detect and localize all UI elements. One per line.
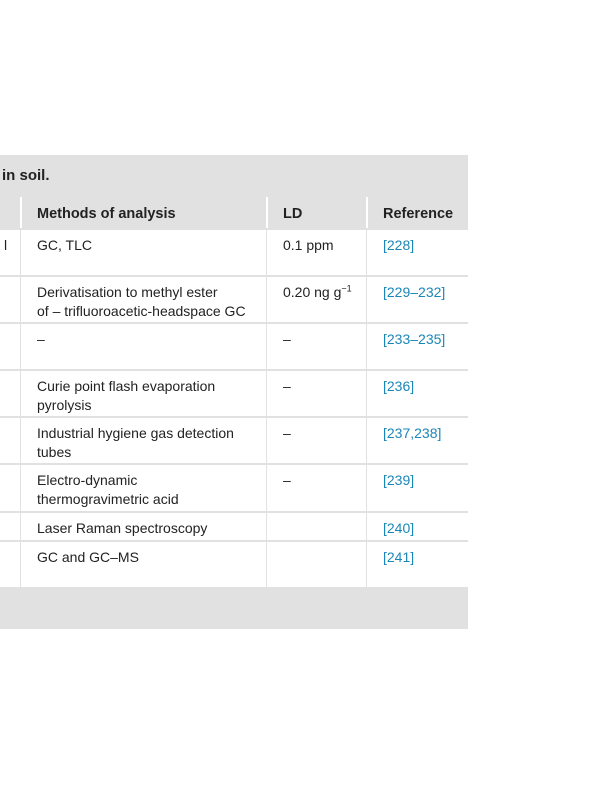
column-divider	[266, 230, 267, 275]
column-divider	[20, 513, 21, 540]
header-methods: Methods of analysis	[37, 206, 176, 222]
column-divider	[20, 371, 21, 416]
reference-link[interactable]: [236]	[383, 378, 415, 394]
methods-line: –	[37, 331, 45, 347]
column-divider	[266, 277, 267, 322]
table-row	[0, 324, 468, 369]
cell-truncated	[0, 418, 21, 463]
table-row	[0, 465, 468, 511]
cell-reference	[367, 277, 468, 322]
cell-ld	[267, 371, 367, 416]
cell-reference	[367, 542, 468, 587]
methods-line: Derivatisation to methyl ester	[37, 284, 218, 300]
cell-ld	[267, 418, 367, 463]
column-divider	[366, 465, 367, 511]
cell-reference	[367, 230, 468, 275]
cell-methods	[21, 465, 267, 511]
column-divider	[266, 465, 267, 511]
cell-methods	[21, 230, 267, 275]
ld-value: –	[283, 331, 291, 347]
methods-line: Curie point flash evaporation	[37, 378, 216, 394]
cell-ld	[267, 542, 367, 587]
column-divider	[20, 277, 21, 322]
cell-methods	[21, 542, 267, 587]
column-divider	[366, 418, 367, 463]
cell-truncated	[0, 277, 21, 322]
methods-line: of – trifluoroacetic-headspace GC	[37, 303, 246, 319]
column-divider	[366, 371, 367, 416]
column-divider	[366, 324, 367, 369]
table-row	[0, 230, 468, 275]
methods-line: Electro-dynamic	[37, 472, 138, 488]
methods-line: pyrolysis	[37, 397, 92, 413]
cell-reference	[367, 513, 468, 540]
ld-superscript: −1	[341, 283, 352, 294]
reference-link[interactable]: [228]	[383, 237, 415, 253]
methods-line: GC, TLC	[37, 237, 92, 253]
table-row	[0, 418, 468, 463]
header-cell-truncated	[0, 197, 21, 228]
table-caption: in soil.	[2, 166, 50, 184]
column-divider	[266, 371, 267, 416]
cell-ld	[267, 277, 367, 322]
reference-link[interactable]: [233–235]	[383, 331, 446, 347]
reference-link[interactable]: [229–232]	[383, 284, 446, 300]
methods-line: tubes	[37, 444, 72, 460]
column-divider	[20, 465, 21, 511]
ld-value: –	[283, 378, 291, 394]
cell-reference	[367, 418, 468, 463]
table-footer	[0, 589, 468, 629]
column-divider	[20, 418, 21, 463]
column-divider	[266, 324, 267, 369]
column-divider	[266, 513, 267, 540]
header-ld: LD	[283, 206, 303, 222]
column-divider	[366, 513, 367, 540]
cell-reference	[367, 371, 468, 416]
cell-ld	[267, 513, 367, 540]
ld-value: 0.1 ppm	[283, 237, 334, 253]
table-row	[0, 513, 468, 540]
cell-methods	[21, 418, 267, 463]
cell-truncated	[0, 542, 21, 587]
reference-link[interactable]: [240]	[383, 520, 415, 536]
column-divider	[20, 542, 21, 587]
cell-truncated: l	[4, 237, 8, 253]
analysis-table	[0, 155, 468, 629]
methods-line: GC and GC–MS	[37, 549, 139, 565]
cell-truncated	[0, 324, 21, 369]
cell-ld	[267, 324, 367, 369]
cell-methods	[21, 371, 267, 416]
table-row	[0, 371, 468, 416]
reference-link[interactable]: [239]	[383, 472, 415, 488]
cell-truncated	[0, 465, 21, 511]
column-divider	[266, 418, 267, 463]
reference-link[interactable]: [237,238]	[383, 425, 442, 441]
column-divider	[266, 542, 267, 587]
header-reference: Reference	[383, 206, 454, 222]
column-divider	[366, 542, 367, 587]
methods-line: thermogravimetric acid	[37, 491, 179, 507]
cell-truncated	[0, 371, 21, 416]
cell-ld	[267, 230, 367, 275]
table-row	[0, 277, 468, 322]
methods-line: Industrial hygiene gas detection	[37, 425, 234, 441]
methods-line: Laser Raman spectroscopy	[37, 520, 208, 536]
cell-truncated	[0, 513, 21, 540]
ld-value: –	[283, 425, 291, 441]
ld-value: 0.20 ng g	[283, 284, 342, 300]
cell-methods	[21, 513, 267, 540]
cell-ld	[267, 465, 367, 511]
cell-reference	[367, 465, 468, 511]
cell-methods	[21, 324, 267, 369]
column-divider	[20, 324, 21, 369]
column-divider	[366, 230, 367, 275]
cell-methods	[21, 277, 267, 322]
ld-value: –	[283, 472, 291, 488]
cell-reference	[367, 324, 468, 369]
column-divider	[366, 277, 367, 322]
table-header-row	[0, 197, 468, 228]
reference-link[interactable]: [241]	[383, 549, 415, 565]
table-row	[0, 542, 468, 587]
column-divider	[20, 230, 21, 275]
